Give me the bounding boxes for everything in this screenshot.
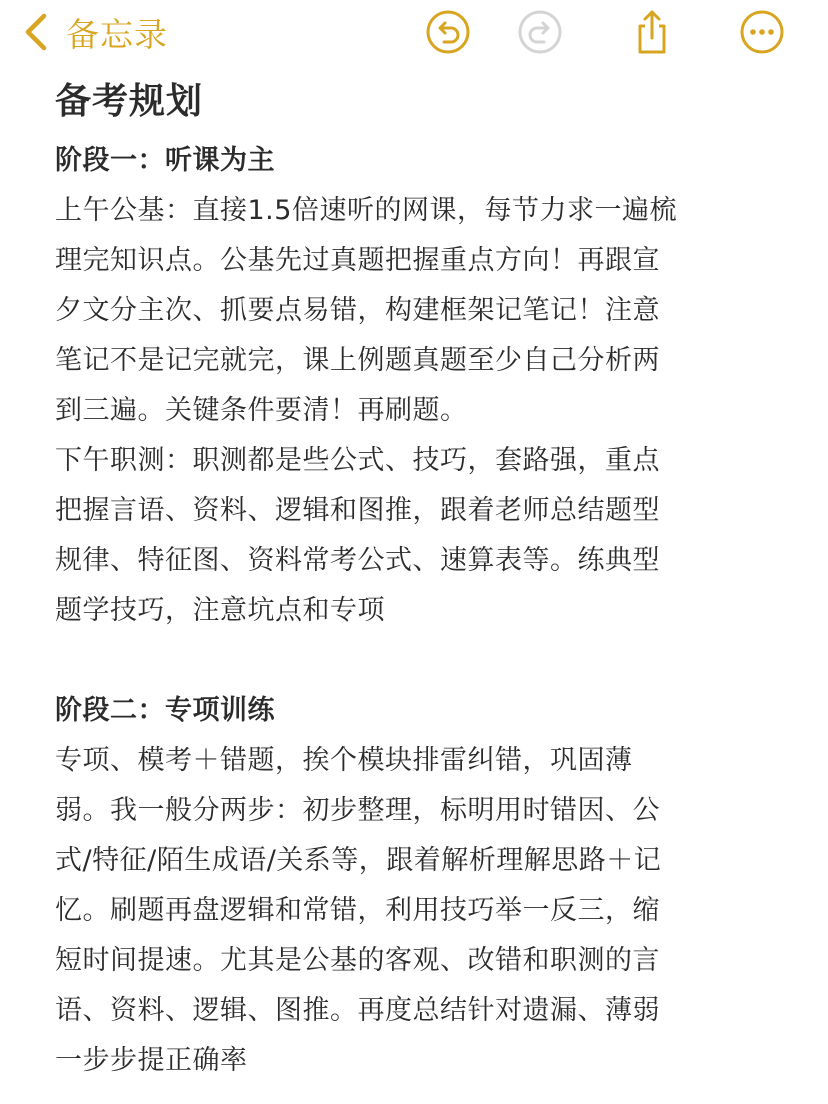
section-heading-stage-two: 阶段二：专项训练	[55, 695, 275, 726]
note-line: 语、资料、逻辑、图推。再度总结针对遗漏、薄弱	[55, 995, 660, 1026]
note-line: 笔记不是记完就完，课上例题真题至少自己分析两	[55, 345, 660, 376]
note-line: 理完知识点。公基先过真题把握重点方向！再跟宣	[55, 245, 660, 276]
note-line: 把握言语、资料、逻辑和图推，跟着老师总结题型	[55, 495, 660, 526]
note-line: 短时间提速。尤其是公基的客观、改错和职测的言	[55, 945, 660, 976]
note-title: 备考规划	[55, 81, 204, 122]
blank-line	[55, 636, 775, 686]
note-line: 题学技巧，注意坑点和专项	[55, 595, 385, 626]
note-line: 上午公基：直接1.5倍速听的网课，每节力求一遍梳	[55, 195, 677, 226]
chevron-left-icon	[22, 12, 50, 52]
note-line: 规律、特征图、资料常考公式、速算表等。练典型	[55, 545, 660, 576]
navigation-toolbar	[0, 0, 828, 64]
back-label: 备忘录	[66, 14, 168, 54]
undo-icon	[424, 8, 472, 56]
redo-button[interactable]	[516, 8, 564, 56]
share-icon	[628, 8, 676, 56]
note-line: 式/特征/陌生成语/关系等，跟着解析理解思路＋记	[55, 845, 662, 876]
more-icon	[738, 8, 786, 56]
undo-button[interactable]	[424, 8, 472, 56]
section-heading-stage-one: 阶段一：听课为主	[55, 145, 275, 176]
redo-icon	[516, 8, 564, 56]
note-line: 专项、模考＋错题，挨个模块排雷纠错，巩固薄	[55, 745, 633, 776]
share-button[interactable]	[628, 8, 676, 56]
note-line: 到三遍。关键条件要清！再刷题。	[55, 395, 468, 426]
note-line: 一步步提正确率	[55, 1045, 248, 1076]
note-line: 弱。我一般分两步：初步整理，标明用时错因、公	[55, 795, 660, 826]
note-body[interactable]	[55, 78, 775, 1086]
note-line: 忆。刷题再盘逻辑和常错，利用技巧举一反三，缩	[55, 895, 660, 926]
more-button[interactable]	[738, 8, 786, 56]
note-line: 夕文分主次、抓要点易错，构建框架记笔记！注意	[55, 295, 660, 326]
note-line: 下午职测：职测都是些公式、技巧，套路强，重点	[55, 445, 660, 476]
back-button[interactable]	[22, 8, 168, 56]
